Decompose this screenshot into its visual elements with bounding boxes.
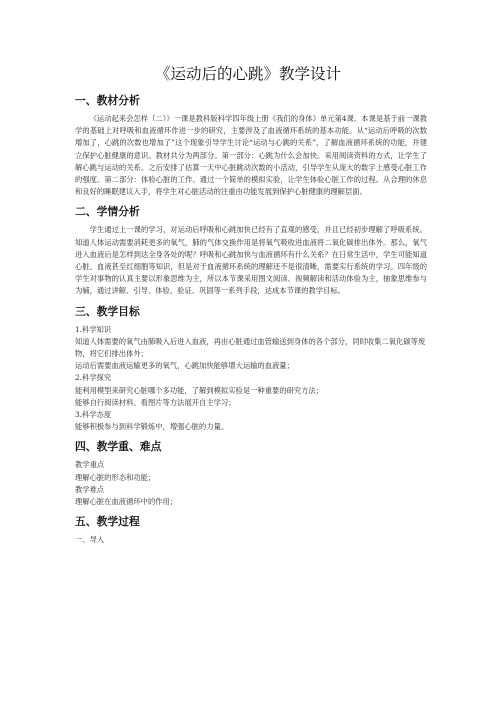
section-line: 知道人体需要的氧气由肺吸入后进入血液，再由心脏通过血管输送到身体的各个部分，同时收集二氧化碳等废物，将它们排出体外； [75, 336, 426, 359]
section-heading: 一、教材分析 [75, 94, 140, 107]
section-teaching-goals [75, 305, 427, 434]
section-student-analysis [75, 205, 427, 297]
section-line: 理解心脏的形态和功能； [75, 472, 156, 482]
section-line: 运动后需要血液运输更多的氧气，心跳加快能够增大运输的血液量； [75, 361, 294, 371]
document-body [75, 94, 427, 552]
section-line: 2.科学探究 [75, 373, 112, 383]
section-line: 1.科学知识 [75, 324, 112, 334]
section-key-difficult-points [75, 440, 427, 508]
section-heading: 四、教学重、难点 [75, 440, 162, 454]
document-title: 《运动后的心跳》教学设计 [154, 65, 341, 83]
section-line: 能够积极参与到科学锻炼中，增强心脏的力量。 [75, 422, 229, 432]
section-heading: 三、教学目标 [75, 304, 140, 318]
section-line: 教学重点 [75, 460, 105, 470]
section-line: 教学难点 [75, 484, 105, 494]
section-heading: 二、学情分析 [75, 205, 140, 219]
section-line: 能利用模型来研究心脏哪个多功能，了解到模拟实验是一种重要的研究方法； [75, 385, 324, 395]
section-paragraph: 学生通过上一课的学习，对运动后呼吸和心跳加快已经有了直观的感受，并且已经初步理解了呼吸系统。知道人体运动需要消耗更多的氧气，肺的气体交换作用是将氧气吸收进血液将二氧化碳排出体外。那么，氧气进入血液后是怎样到达全身各处的呢？呼吸和心跳加快与血液循环有什么关系？在日常生活中，学生可能知道心脏、血液甚至红细胞等知识，但是对于血液循环系统的理解还不是很清晰，需要实行系统的学习。四年级的学生对事物的认真主要以形象思维为主，所以本节课采用图文阅读、视频解读和活动体验为主，抽象思维参与为辅，通过讲解、引导、体验、验证、巩固等一系列手段，达成本节课的教学目标。 [75, 225, 427, 296]
section-line: 理解心脏在血液循环中的作用； [75, 497, 178, 507]
section-heading: 五、教学过程 [75, 515, 140, 529]
section-paragraph: 《运动起来会怎样（二）》一课是教科版科学四年级上册《我们的身体》单元第4课。本课是基于前一课教学的基础上对呼吸和血液循环作进一步的研究，主要涉及了血液循环系统的基本功能。从“运动后呼吸的次数增加了，心跳的次数也增加了”这个现象引导学生讨论“运动与心跳的关系”，了解血液循环系统的功能，并建立保护心脏健康的意识。教材共分为两部分。第一部分：心跳为什么会加快。采用阅读资料的方式，让学生了解心跳与运动的关系。之后安排了估算一天中心脏跳动次数的小活动，引导学生从庞大的数字上感受心脏工作的强度。第二部分：体验心脏的工作。通过一个简单的模拟实验，让学生体验心脏工作的过程。从合理的休息和良好的睡眠建议入手，将学生对心脏活动的注重由功能发展到保护心脏健康的理解层面。 [75, 114, 427, 197]
section-line: 3.科学态度 [75, 410, 112, 420]
section-textbook-analysis [75, 94, 427, 198]
section-teaching-process [75, 515, 427, 546]
section-line: 一、导入 [75, 535, 105, 545]
section-line: 能够自行阅读材料、看图片等方法展开自主学习； [75, 397, 236, 407]
